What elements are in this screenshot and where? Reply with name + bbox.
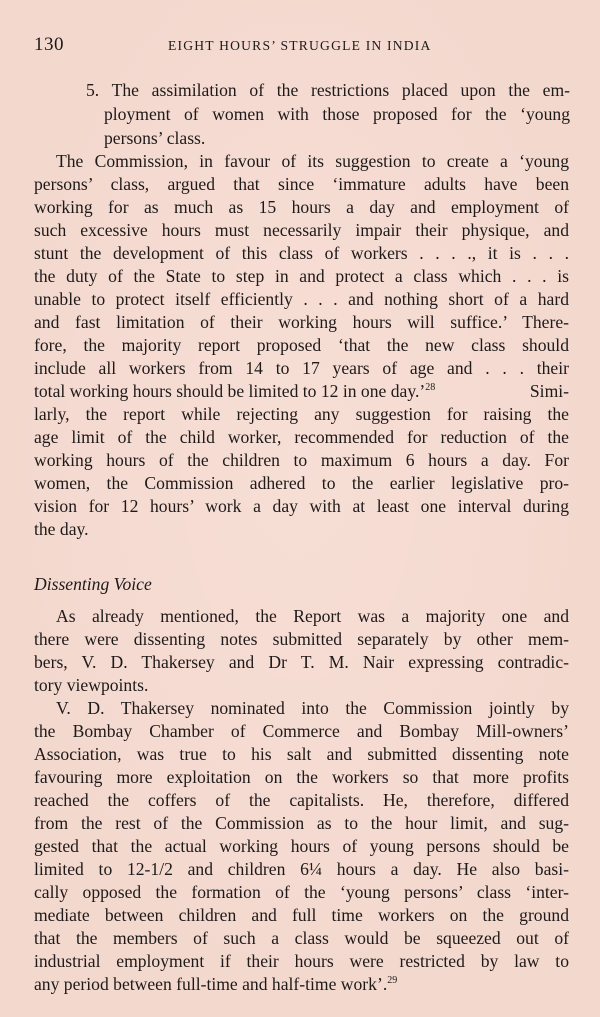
text-line: Association, was true to his salt and submitted dissenting note	[34, 744, 569, 764]
text-line: tory viewpoints.	[34, 675, 149, 695]
text-line	[34, 973, 397, 995]
footnote-ref-29: 29	[387, 975, 398, 986]
text-line: cally opposed the formation of the ‘young persons’ class ‘inter-	[34, 882, 569, 902]
running-title: EIGHT HOURS’ STRUGGLE IN INDIA	[168, 38, 432, 53]
text-line: ployment of women with those proposed for the ‘young	[104, 104, 570, 124]
text-line: persons’ class, argued that since ‘immature adults have been	[34, 174, 569, 194]
text-line: age limit of the child worker, recommended for reduction of the	[34, 427, 569, 447]
text-line: the duty of the State to step in and protect a class which . . . is	[34, 266, 569, 286]
text-line: such excessive hours must necessarily impair their physique, and	[34, 220, 569, 240]
text-line: vision for 12 hours’ work a day with at least one interval during	[34, 496, 569, 516]
text-line: 5. The assimilation of the restrictions placed upon the em-	[86, 80, 570, 100]
text-line: fore, the majority report proposed ‘that the new class should	[34, 335, 569, 355]
text-line: stunt the development of this class of workers . . . ., it is . . .	[34, 243, 569, 263]
text-line: The Commission, in favour of its suggestion to create a ‘young	[56, 151, 569, 171]
text-line: V. D. Thakersey nominated into the Commission jointly by	[56, 698, 569, 718]
text-line: working hours of the children to maximum 6 hours a day. For	[34, 450, 569, 470]
text-line: include all workers from 14 to 17 years of age and . . . their	[34, 358, 569, 378]
section-heading: Dissenting Voice	[34, 574, 152, 594]
text-line: mediate between children and full time workers on the ground	[34, 905, 569, 925]
page-header	[34, 34, 574, 58]
text-line: working for as much as 15 hours a day and employment of	[34, 197, 569, 217]
text-line: that the members of such a class would be squeezed out of	[34, 928, 569, 948]
text-line	[34, 380, 569, 402]
text-line: As already mentioned, the Report was a majority one and	[56, 606, 569, 626]
text-line: industrial employment if their hours were restricted by law to	[34, 951, 569, 971]
text-line: and fast limitation of their working hours will suffice.’ There-	[34, 312, 569, 332]
text-line: the day.	[34, 519, 89, 539]
text-line: limited to 12-1/2 and children 6¼ hours a day. He also basi-	[34, 859, 569, 879]
text-line: bers, V. D. Thakersey and Dr T. M. Nair expressing contradic-	[34, 652, 569, 672]
text-line: unable to protect itself efficiently . . . and nothing short of a hard	[34, 289, 569, 309]
text-line: women, the Commission adhered to the earlier legislative pro-	[34, 473, 569, 493]
text-segment: Simi-	[529, 381, 569, 401]
text-line: larly, the report while rejecting any suggestion for raising the	[34, 404, 569, 424]
text-line: gested that the actual working hours of young persons should be	[34, 836, 569, 856]
page-number: 130	[34, 34, 64, 55]
text-line: from the rest of the Commission as to the hour limit, and sug-	[34, 813, 569, 833]
text-segment: any period between full-time and half-time work’.	[34, 974, 388, 994]
text-line: persons’ class.	[104, 128, 206, 148]
text-segment: total working hours should be limited to 12 in one day.’$^{28}$	[34, 381, 436, 401]
text-line: favouring more exploitation on the workers so that more profits	[34, 767, 569, 787]
text-line: the Bombay Chamber of Commerce and Bombay Mill-owners’	[34, 721, 569, 741]
text-line: reached the coffers of the capitalists. He, therefore, differed	[34, 790, 569, 810]
footnote-ref-28: 28	[425, 382, 436, 393]
text-line: there were dissenting notes submitted separately by other mem-	[34, 629, 569, 649]
